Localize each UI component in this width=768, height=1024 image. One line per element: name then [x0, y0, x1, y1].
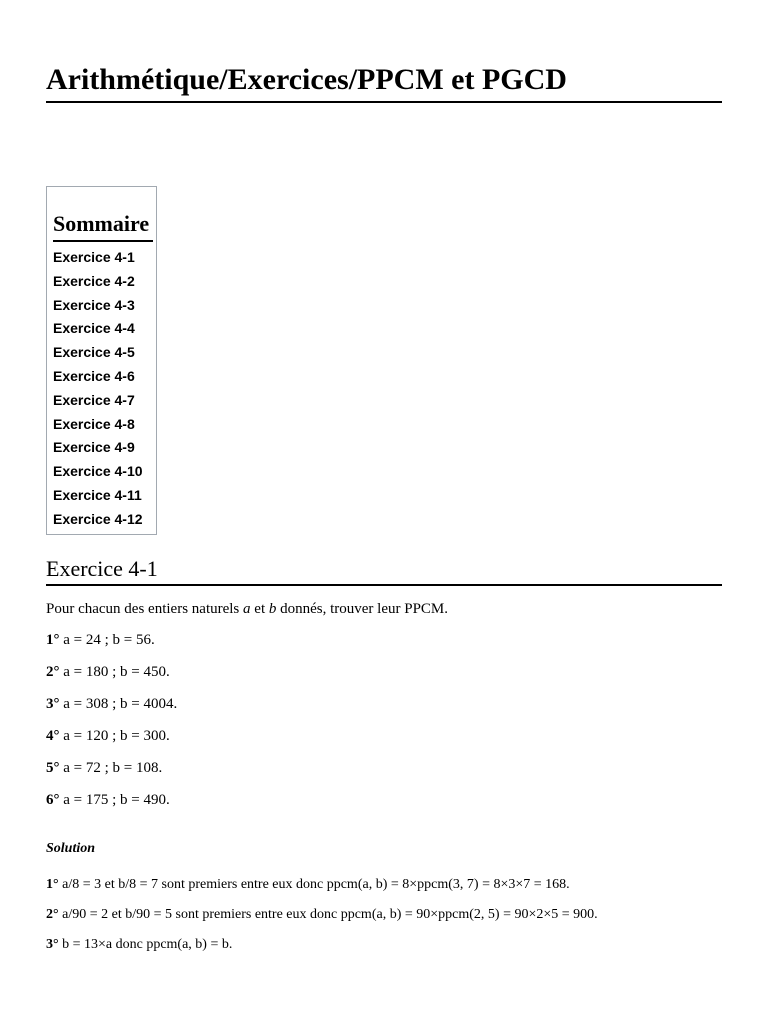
- toc-item-4-10[interactable]: Exercice 4-10: [53, 463, 143, 480]
- exercise-intro: [46, 600, 448, 618]
- question-1: [46, 631, 155, 649]
- toc-item-4-7[interactable]: Exercice 4-7: [53, 391, 135, 408]
- question-3: [46, 695, 177, 713]
- section-divider: [46, 584, 722, 586]
- question-text: a = 24 ; b = 56.: [59, 632, 155, 648]
- question-number: 1°: [46, 632, 60, 648]
- question-5: [46, 759, 162, 777]
- answer-3: [46, 936, 232, 954]
- question-text: a = 180 ; b = 450.: [59, 664, 170, 680]
- toc-divider: [53, 240, 153, 242]
- question-number: 5°: [46, 760, 60, 776]
- question-text: a = 120 ; b = 300.: [59, 728, 170, 744]
- toc-item-4-11[interactable]: Exercice 4-11: [53, 486, 142, 503]
- toc-item-4-9[interactable]: Exercice 4-9: [53, 439, 135, 456]
- question-text: a = 72 ; b = 108.: [59, 760, 163, 776]
- answer-1: [46, 876, 570, 894]
- question-text: a = 175 ; b = 490.: [59, 792, 170, 808]
- question-number: 3°: [46, 696, 60, 712]
- toc-item-4-4[interactable]: Exercice 4-4: [53, 320, 135, 337]
- section-title-exercice-4-1: Exercice 4-1: [46, 556, 158, 581]
- question-number: 4°: [46, 728, 60, 744]
- question-number: 2°: [46, 664, 60, 680]
- toc-item-4-6[interactable]: Exercice 4-6: [53, 367, 135, 384]
- toc-title: Sommaire: [53, 211, 150, 236]
- question-number: 6°: [46, 792, 60, 808]
- intro-text-pre: Pour chacun des entiers naturels: [46, 601, 244, 617]
- answer-number: 3°: [46, 937, 59, 952]
- toc-item-4-1[interactable]: Exercice 4-1: [53, 249, 135, 265]
- toc-item-4-5[interactable]: Exercice 4-5: [53, 344, 135, 361]
- question-6: [46, 791, 170, 809]
- intro-text-mid: et: [250, 601, 269, 617]
- intro-var-b: b: [268, 601, 277, 617]
- toc-item-4-12[interactable]: Exercice 4-12: [53, 510, 143, 527]
- page-title: Arithmétique/Exercices/PPCM et PGCD: [46, 63, 567, 96]
- answer-number: 2°: [46, 907, 59, 922]
- answer-number: 1°: [46, 877, 59, 892]
- table-of-contents: [46, 186, 157, 535]
- intro-text-post: donnés, trouver leur PPCM.: [276, 601, 449, 617]
- toc-item-4-2[interactable]: Exercice 4-2: [53, 272, 135, 289]
- toc-item-4-8[interactable]: Exercice 4-8: [53, 415, 135, 432]
- toc-item-4-3[interactable]: Exercice 4-3: [53, 296, 135, 313]
- answer-text: a/90 = 2 et b/90 = 5 sont premiers entre eux donc ppcm(a, b) = 90×ppcm(2, 5) = 90×2×5 = 900.: [58, 907, 598, 922]
- solution-label[interactable]: Solution: [46, 841, 96, 856]
- question-text: a = 308 ; b = 4004.: [59, 696, 178, 712]
- toc-list: [53, 246, 143, 532]
- intro-var-a: a: [243, 601, 251, 617]
- answer-2: [46, 906, 598, 924]
- answer-text: b = 13×a donc ppcm(a, b) = b.: [58, 937, 233, 952]
- answer-text: a/8 = 3 et b/8 = 7 sont premiers entre eux donc ppcm(a, b) = 8×ppcm(3, 7) = 8×3×7 = 168.: [58, 877, 570, 892]
- title-divider: [46, 101, 722, 103]
- question-2: [46, 663, 170, 681]
- question-4: [46, 727, 170, 745]
